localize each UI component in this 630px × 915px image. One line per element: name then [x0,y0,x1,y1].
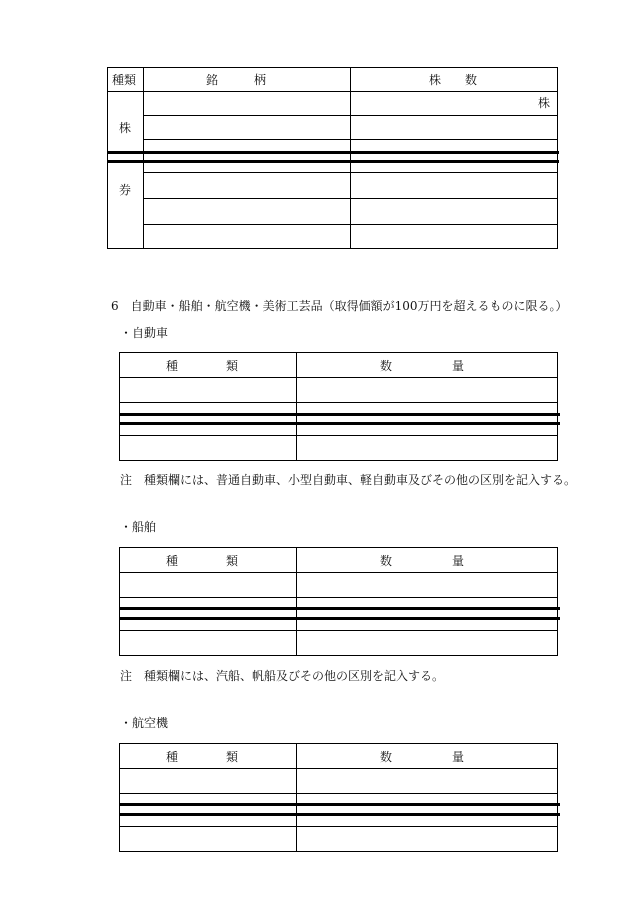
car-note: 注 種類欄には、普通自動車、小型自動車、軽自動車及びその他の区別を記入する。 [120,473,577,487]
car-label: ・自動車 [120,326,169,340]
ship-col-type: 種 類 [166,554,239,568]
ship-col-qty: 数 量 [380,554,465,568]
section6-heading: 6 自動車・船舶・航空機・美術工芸品（取得価額が100万円を超えるものに限る。） [111,299,568,313]
aircraft-label: ・航空機 [120,716,169,730]
aircraft-col-type: 種 類 [166,750,239,764]
unit-label: 株 [538,96,551,110]
col-header-qty: 株 数 [429,73,478,87]
ship-note: 注 種類欄には、汽船、帆船及びその他の区別を記入する。 [120,669,445,683]
row-label-kabu: 株 [119,121,132,135]
col-header-type: 種類 [112,73,137,87]
aircraft-col-qty: 数 量 [380,750,465,764]
col-header-name: 銘 柄 [206,73,267,87]
row-label-ken: 券 [119,183,132,197]
car-col-type: 種 類 [166,359,239,373]
car-col-qty: 数 量 [380,359,465,373]
ship-label: ・船舶 [120,520,157,534]
